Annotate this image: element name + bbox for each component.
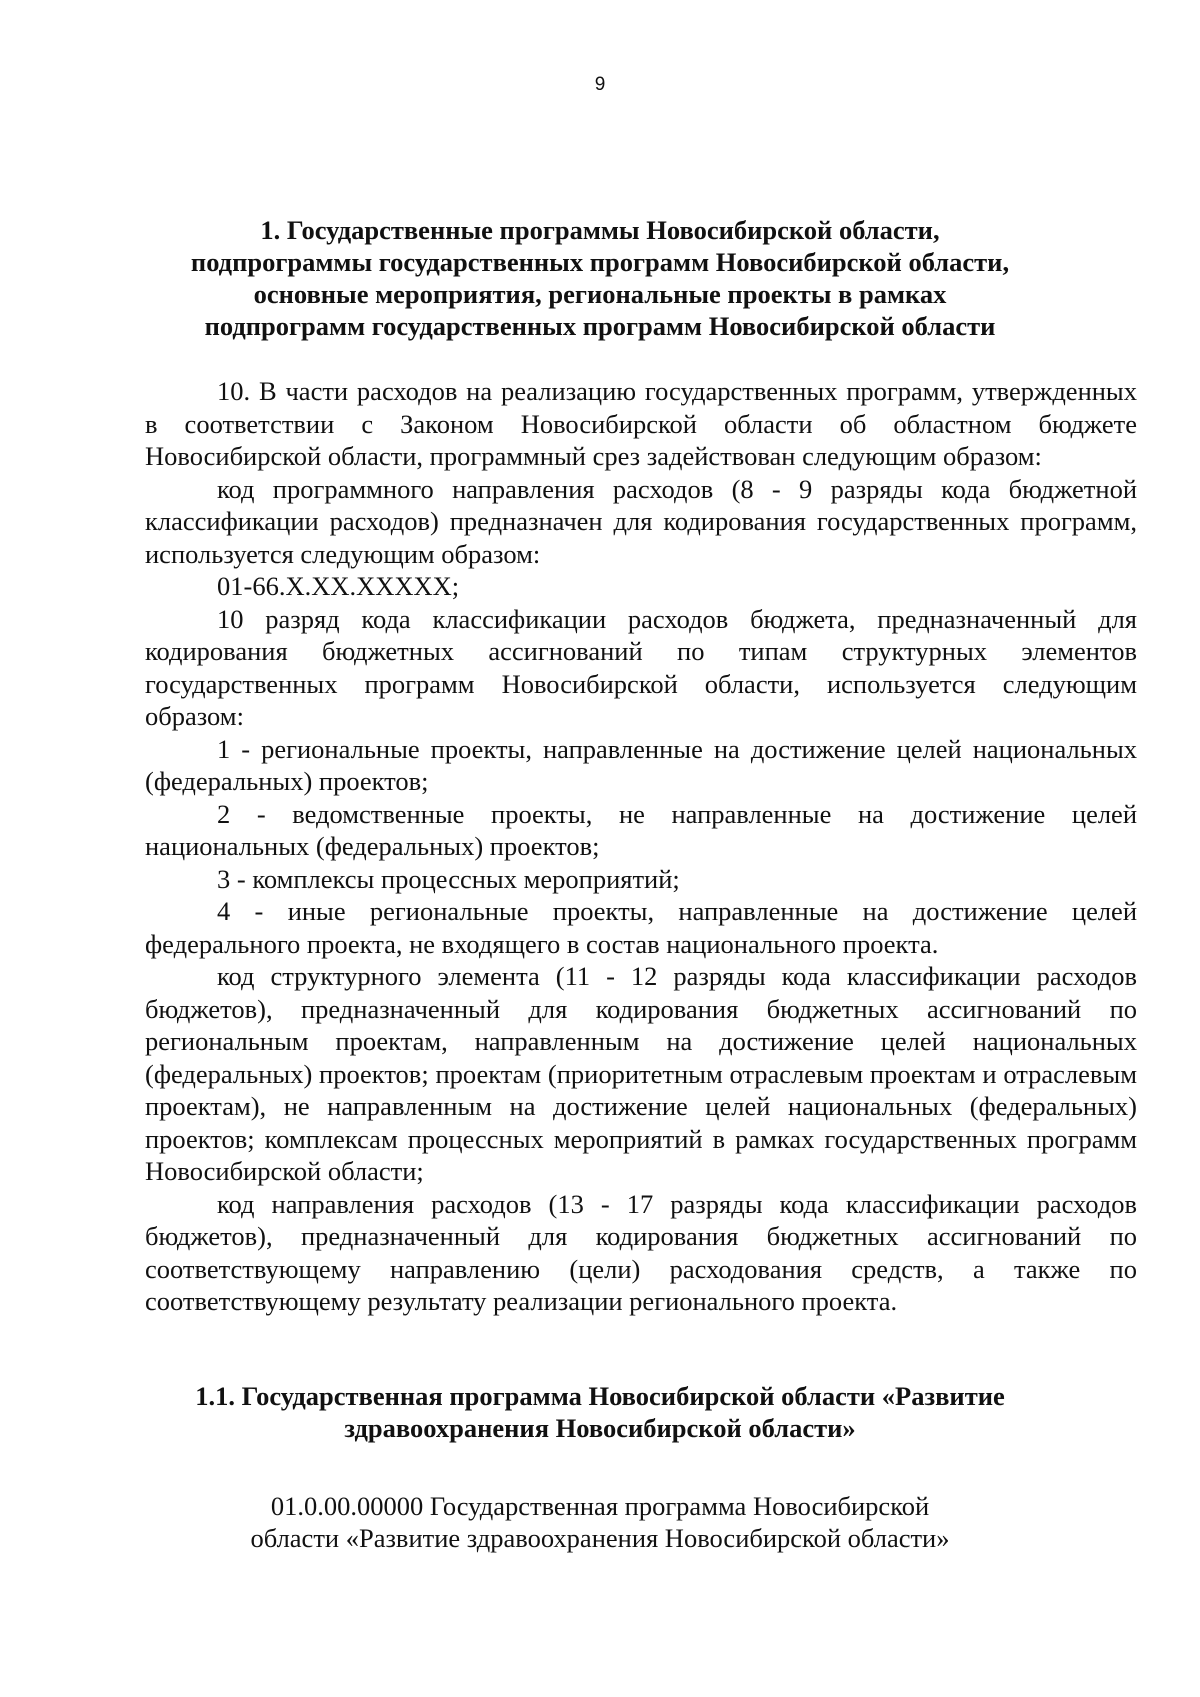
paragraph: 2 - ведомственные проекты, не направленные на достижение целей национальных (федеральных) проектов;	[145, 798, 1137, 861]
paragraph: код программного направления расходов (8 - 9 разряды кода бюджетной классификации расходов) предназначен для кодирования государственных программ, используется следующим образом:	[145, 473, 1137, 569]
body-text	[145, 375, 1137, 1318]
program-entry-line: 01.0.00.00000 Государственная программа Новосибирской	[270, 1491, 930, 1521]
paragraph: 4 - иные региональные проекты, направленные на достижение целей федерального проекта, не входящего в состав национального проекта.	[145, 896, 1137, 959]
heading-line: подпрограмм государственных программ Новосибирской области	[204, 311, 996, 341]
heading-line: основные мероприятия, региональные проекты в рамках	[253, 279, 947, 309]
paragraph: 1 - региональные проекты, направленные на достижение целей национальных (федеральных) проектов;	[145, 733, 1137, 796]
paragraph: 10. В части расходов на реализацию государственных программ, утвержденных в соответствии с Законом Новосибирской области об областном бюджете Новосибирской области, программный срез задействован следующим образом:	[145, 376, 1137, 471]
program-entry-line: области «Развитие здравоохранения Новосибирской области»	[250, 1523, 950, 1553]
heading-line: здравоохранения Новосибирской области»	[344, 1413, 856, 1443]
paragraph: 01-66.Х.ХХ.ХХХХХ;	[217, 571, 460, 601]
paragraph: код структурного элемента (11 - 12 разряды кода классификации расходов бюджетов), предназначенный для кодирования бюджетных ассигнований по региональным проектам, направленным на достижение целей национальных (федеральных) проектов; проектам (приоритетным отраслевым проектам и отраслевым проектам), не направленным на достижение целей национальных (федеральных) проектов; комплексам процессных мероприятий в рамках государственных программ Новосибирской области;	[145, 961, 1137, 1186]
paragraph: код направления расходов (13 - 17 разряды кода классификации расходов бюджетов), предназначенный для кодирования бюджетных ассигнований по соответствующему направлению (цели) расходования средств, а также по соответствующему результату реализации регионального проекта.	[145, 1188, 1137, 1316]
page-number: 9	[594, 74, 606, 95]
heading-line: подпрограммы государственных программ Новосибирской области,	[190, 247, 1010, 277]
program-entry	[0, 1490, 1200, 1554]
heading-line: 1. Государственные программы Новосибирской области,	[260, 215, 940, 245]
paragraph: 3 - комплексы процессных мероприятий;	[217, 863, 680, 894]
section-1-1-heading	[0, 1380, 1200, 1444]
heading-line: 1.1. Государственная программа Новосибирской области «Развитие	[195, 1381, 1005, 1411]
section-1-heading	[0, 214, 1200, 342]
paragraph: 10 разряд кода классификации расходов бюджета, предназначенный для кодирования бюджетных ассигнований по типам структурных элементов государственных программ Новосибирской области, используется следующим образом:	[145, 603, 1137, 731]
